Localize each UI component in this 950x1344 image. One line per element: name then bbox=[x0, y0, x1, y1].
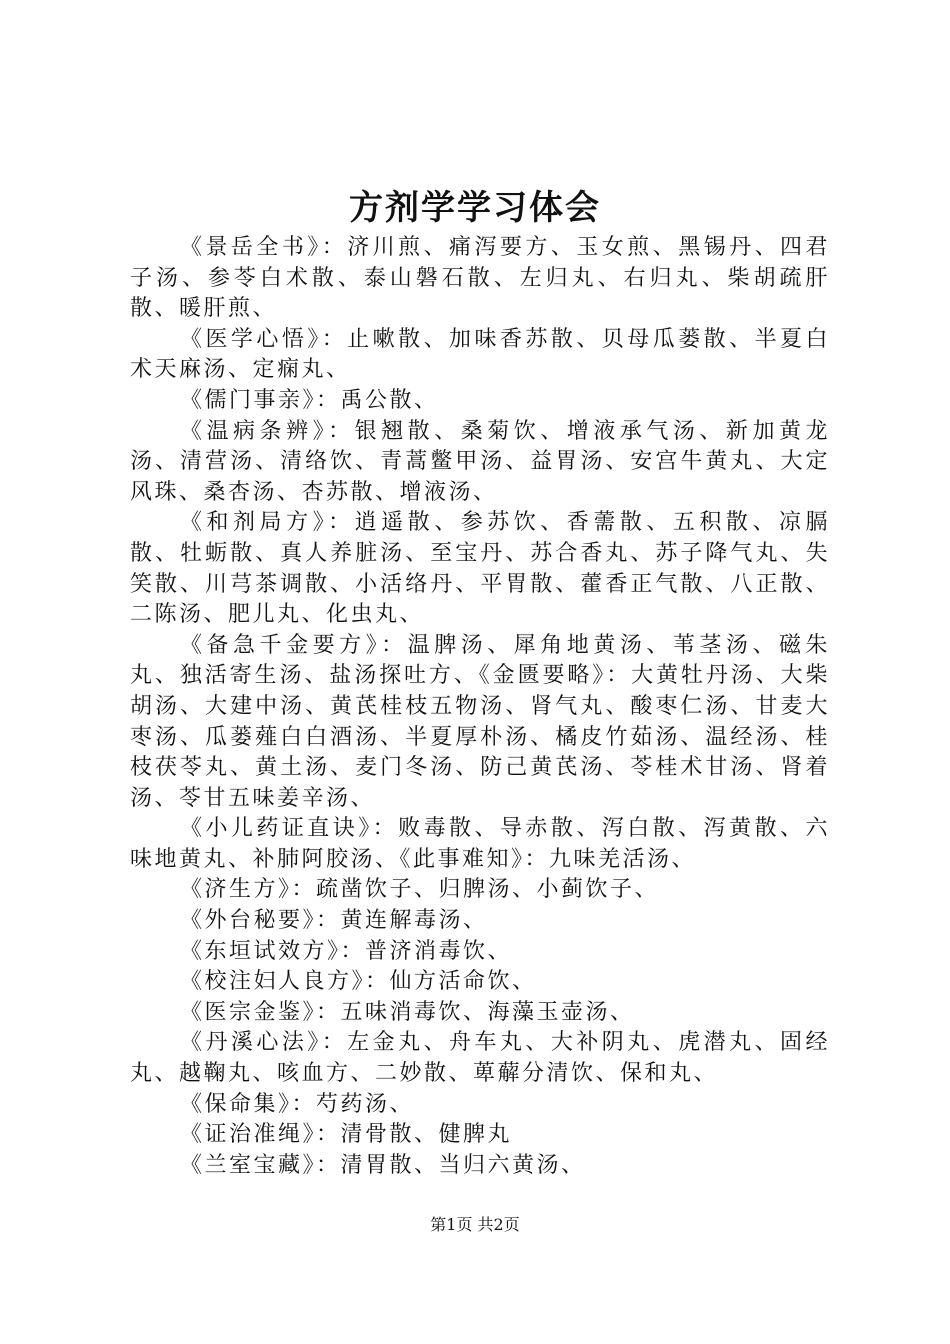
document-body bbox=[130, 233, 830, 1181]
paragraph: 《儒门事亲》：禹公散、 bbox=[180, 387, 439, 413]
paragraph: 《校注妇人良方》：仙方活命饮、 bbox=[180, 969, 537, 995]
paragraph: 《医学心悟》：止嗽散、加味香苏散、贝母瓜蒌散、半夏白术天麻汤、定痫丸、 bbox=[130, 326, 830, 383]
paragraph: 《保命集》：芍药汤、 bbox=[180, 1091, 415, 1117]
paragraph: 《和剂局方》：逍遥散、参苏饮、香薷散、五积散、凉膈散、牡蛎散、真人养脏汤、至宝丹、苏合香丸、苏子降气丸、失笑散、川芎茶调散、小活络丹、平胃散、藿香正气散、八正散、二陈汤、肥儿丸、化虫丸、 bbox=[130, 510, 830, 628]
paragraph: 《丹溪心法》：左金丸、舟车丸、大补阴丸、虎潜丸、固经丸、越鞠丸、咳血方、二妙散、萆薢分清饮、保和丸、 bbox=[130, 1030, 830, 1087]
paragraph: 《景岳全书》：济川煎、痛泻要方、玉女煎、黑锡丹、四君子汤、参苓白术散、泰山磐石散、左归丸、右归丸、柴胡疏肝散、暖肝煎、 bbox=[130, 235, 830, 322]
paragraph: 《兰室宝藏》：清胃散、当归六黄汤、 bbox=[180, 1152, 586, 1178]
paragraph: 《证治准绳》：清骨散、健脾丸 bbox=[180, 1122, 513, 1148]
paragraph: 《济生方》：疏凿饮子、归脾汤、小蓟饮子、 bbox=[180, 877, 660, 903]
document-title: 方剂学学习体会 bbox=[349, 188, 601, 228]
paragraph: 《温病条辨》：银翘散、桑菊饮、增液承气汤、新加黄龙汤、清营汤、清络饮、青蒿鳖甲汤、益胃汤、安宫牛黄丸、大定风珠、桑杏汤、杏苏散、增液汤、 bbox=[130, 418, 830, 505]
paragraph: 《小儿药证直诀》：败毒散、导赤散、泻白散、泻黄散、六味地黄丸、补肺阿胶汤、《此事难知》：九味羌活汤、 bbox=[130, 816, 830, 872]
paragraph: 《备急千金要方》：温脾汤、犀角地黄汤、苇茎汤、磁朱丸、独活寄生汤、盐汤探吐方、《金匮要略》：大黄牡丹汤、大柴胡汤、大建中汤、黄芪桂枝五物汤、肾气丸、酸枣仁汤、甘麦大枣汤、瓜蒌薤白白酒汤、半夏厚朴汤、橘皮竹茹汤、温经汤、桂枝茯苓丸、黄土汤、麦门冬汤、防己黄芪汤、苓桂术甘汤、肾着汤、苓甘五味姜辛汤、 bbox=[130, 632, 830, 811]
page-footer: 第1页 共2页 bbox=[430, 1215, 520, 1234]
paragraph: 《医宗金鉴》：五味消毒饮、海藻玉壶汤、 bbox=[180, 999, 635, 1025]
paragraph: 《东垣试效方》：普济消毒饮、 bbox=[180, 938, 513, 964]
paragraph: 《外台秘要》：黄连解毒汤、 bbox=[180, 908, 488, 934]
